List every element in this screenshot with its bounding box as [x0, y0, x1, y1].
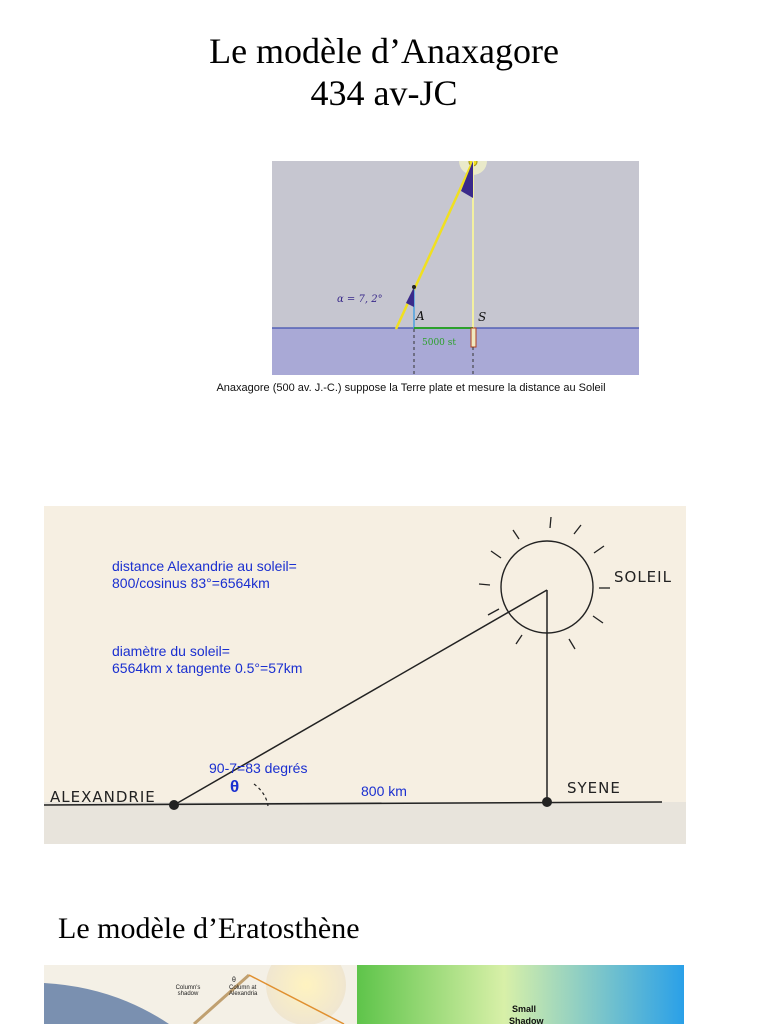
diametre-text [112, 643, 302, 677]
eratosthene-triangle-diagram [44, 506, 686, 844]
distance-line-1: distance Alexandrie au soleil= [112, 558, 297, 574]
column-shadow-label: Column's shadow [175, 985, 201, 997]
base-distance-label: 800 km [361, 783, 407, 799]
alpha-label: α = 7, 2° [337, 294, 383, 305]
ground-hatch [44, 802, 686, 844]
theta-small-label: θ [232, 977, 236, 984]
alexandrie-label: ALEXANDRIE [50, 788, 156, 806]
well-s [471, 328, 476, 347]
soleil-label: SOLEIL [614, 568, 672, 586]
theta-label: θ [230, 777, 240, 796]
eratosthene-bottom-figure [44, 965, 684, 1024]
diametre-line-1: diamètre du soleil= [112, 643, 230, 659]
page-subtitle-date: 434 av-JC [310, 73, 458, 113]
syene-point [542, 797, 552, 807]
syene-label: SYENE [567, 779, 621, 797]
distance-line-2: 800/cosinus 83°=6564km [112, 575, 270, 591]
ground-area [272, 328, 639, 375]
small-label: Small [512, 1004, 537, 1014]
gnomon-top [412, 285, 416, 289]
sky-area [272, 161, 639, 328]
distance-label: 5000 st [422, 338, 457, 348]
point-a-label: A [416, 309, 425, 323]
diametre-line-2: 6564km x tangente 0.5°=57km [112, 660, 303, 676]
column-alexandria-label: Column at Alexandria [229, 985, 258, 997]
anaxagore-svg [272, 161, 639, 375]
section-title-eratosthene: Le modèle d’Eratosthène [58, 912, 360, 945]
distance-text [112, 558, 297, 592]
anaxagore-caption: Anaxagore (500 av. J.-C.) suppose la Terre plate et mesure la distance au Soleil [216, 382, 606, 394]
alexandrie-point [169, 800, 179, 810]
bottom-figure-svg [44, 965, 684, 1024]
point-s-label: S [478, 310, 487, 324]
angle-text: 90-7=83 degrés [209, 760, 308, 776]
shadow-label: Shadow [509, 1016, 544, 1024]
anaxagore-diagram [272, 161, 639, 375]
page-title: Le modèle d’Anaxagore [209, 31, 559, 71]
